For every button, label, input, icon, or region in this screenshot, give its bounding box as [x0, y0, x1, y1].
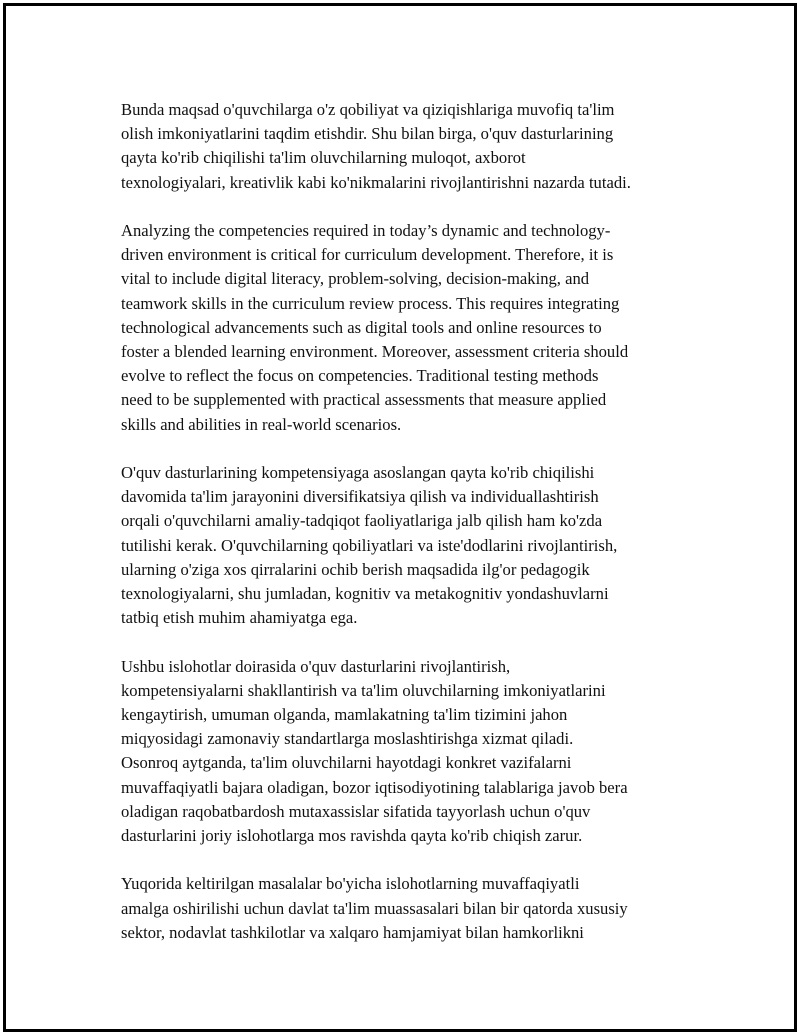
- text-line: dasturlarini joriy islohotlarga mos ravishda qayta ko'rib chiqish zarur.: [121, 826, 583, 846]
- text-line: O'quv dasturlarining kompetensiyaga asoslangan qayta ko'rib chiqilishi: [121, 463, 595, 483]
- text-line: amalga oshirilishi uchun davlat ta'lim muassasalari bilan bir qatorda xususiy: [121, 898, 628, 918]
- text-line: Ushbu islohotlar doirasida o'quv dasturlarini rivojlantirish,: [121, 656, 511, 676]
- text-line: olish imkoniyatlarini taqdim etishdir. Shu bilan birga, o'quv dasturlarining: [121, 124, 614, 144]
- text-line: qayta ko'rib chiqilishi ta'lim oluvchilarning muloqot, axborot: [121, 148, 526, 168]
- document-body: [121, 98, 696, 969]
- text-line: vital to include digital literacy, problem-solving, decision-making, and: [121, 269, 590, 289]
- paragraph-3: [121, 461, 696, 630]
- text-line: orqali o'quvchilarni amaliy-tadqiqot faoliyatlariga jalb qilish ham ko'zda: [121, 511, 603, 531]
- paragraph-5: [121, 872, 696, 945]
- text-line: ularning o'ziga xos qirralarini ochib berish maqsadida ilg'or pedagogik: [121, 559, 590, 579]
- text-line: texnologiyalari, kreativlik kabi ko'nikmalarini rivojlantirishni nazarda tutadi.: [121, 172, 631, 192]
- text-line: evolve to reflect the focus on competencies. Traditional testing methods: [121, 366, 599, 386]
- text-line: Yuqorida keltirilgan masalalar bo'yicha islohotlarning muvaffaqiyatli: [121, 874, 580, 894]
- text-line: muvaffaqiyatli bajara oladigan, bozor iqtisodiyotining talablariga javob bera: [121, 777, 628, 797]
- text-line: miqyosidagi zamonaviy standartlarga moslashtirishga xizmat qiladi.: [121, 729, 574, 749]
- paragraph-4: [121, 655, 696, 849]
- text-line: davomida ta'lim jarayonini diversifikatsiya qilish va individuallashtirish: [121, 487, 599, 507]
- text-line: tutilishi kerak. O'quvchilarning qobiliyatlari va iste'dodlarini rivojlantirish,: [121, 535, 618, 555]
- text-line: texnologiyalarni, shu jumladan, kognitiv va metakognitiv yondashuvlarni: [121, 584, 609, 604]
- text-line: sektor, nodavlat tashkilotlar va xalqaro hamjamiyat bilan hamkorlikni: [121, 922, 584, 942]
- text-line: oladigan raqobatbardosh mutaxassislar sifatida tayyorlash uchun o'quv: [121, 801, 591, 821]
- text-line: driven environment is critical for curriculum development. Therefore, it is: [121, 245, 614, 265]
- text-line: Bunda maqsad o'quvchilarga o'z qobiliyat va qiziqishlariga muvofiq ta'lim: [121, 100, 615, 119]
- paragraph-1: [121, 98, 696, 195]
- text-line: kengaytirish, umuman olganda, mamlakatning ta'lim tizimini jahon: [121, 705, 568, 725]
- text-line: need to be supplemented with practical assessments that measure applied: [121, 390, 607, 410]
- paragraph-2: [121, 219, 696, 437]
- text-line: kompetensiyalarni shakllantirish va ta'lim oluvchilarning imkoniyatlarini: [121, 680, 606, 700]
- text-line: Analyzing the competencies required in today’s dynamic and technology-: [121, 221, 611, 240]
- text-line: Osonroq aytganda, ta'lim oluvchilarni hayotdagi konkret vazifalarni: [121, 753, 572, 773]
- text-line: technological advancements such as digital tools and online resources to: [121, 317, 602, 337]
- text-line: tatbiq etish muhim ahamiyatga ega.: [121, 608, 358, 628]
- page-frame: [3, 3, 797, 1032]
- text-line: foster a blended learning environment. Moreover, assessment criteria should: [121, 342, 629, 362]
- text-line: teamwork skills in the curriculum review process. This requires integrating: [121, 293, 620, 313]
- text-line: skills and abilities in real-world scenarios.: [121, 414, 402, 434]
